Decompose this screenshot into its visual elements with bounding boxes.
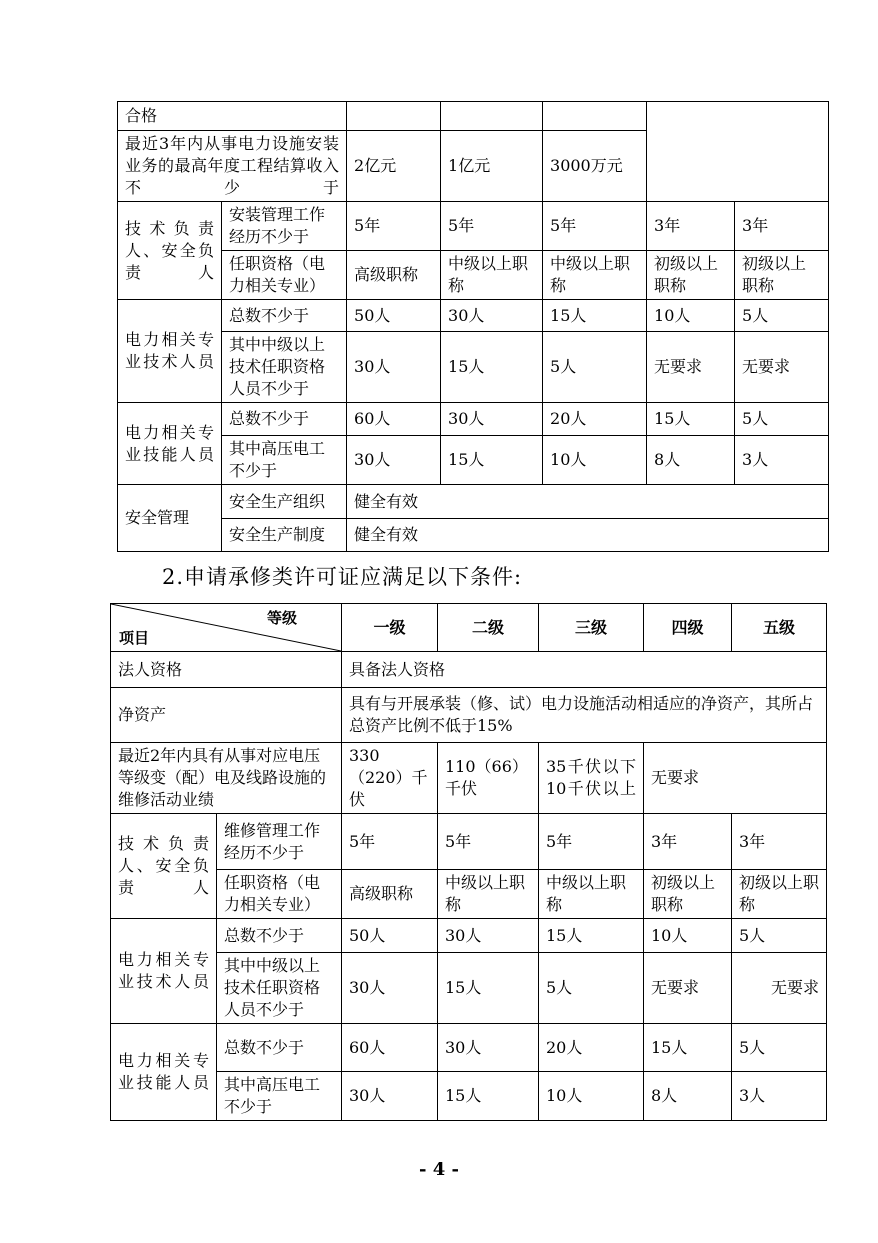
table-cell: 安全生产组织	[222, 485, 347, 519]
table-cell: 1亿元	[441, 131, 543, 202]
table-cell: 具备法人资格	[342, 652, 827, 688]
table-cell: 总数不少于	[222, 300, 347, 332]
table-cell: 任职资格（电力相关专业）	[217, 870, 342, 919]
table-cell	[647, 102, 829, 202]
table-cell: 健全有效	[347, 485, 829, 519]
table-cell: 5人	[543, 332, 647, 403]
table-cell: 3000万元	[543, 131, 647, 202]
table-cell: 15人	[441, 436, 543, 485]
table-cell: 3人	[735, 436, 829, 485]
table-cell: 安全生产制度	[222, 519, 347, 552]
table-cell: 中级以上职称	[441, 251, 543, 300]
table-group-label: 技术负责人、安全负责人	[118, 202, 222, 300]
table-cell: 3年	[732, 814, 827, 870]
table-cell: 5年	[347, 202, 441, 251]
table-cell: 总数不少于	[222, 403, 347, 436]
table-cell: 10人	[543, 436, 647, 485]
table-cell: 30人	[441, 403, 543, 436]
table-cell: 初级以上职称	[735, 251, 829, 300]
section-heading: 2.申请承修类许可证应满足以下条件:	[162, 565, 523, 589]
table-cell: 无要求	[644, 953, 732, 1024]
table-cell: 总数不少于	[217, 919, 342, 953]
table-cell: 最近3年内从事电力设施安装业务的最高年度工程结算收入不少于	[118, 131, 347, 202]
table-cell: 15人	[438, 1072, 539, 1121]
table-cell: 50人	[342, 919, 438, 953]
table-cell: 15人	[539, 919, 644, 953]
table-cell: 5年	[438, 814, 539, 870]
table-cell: 30人	[347, 436, 441, 485]
table-cell: 15人	[647, 403, 735, 436]
table-cell: 中级以上职称	[539, 870, 644, 919]
table-cell: 其中高压电工不少于	[222, 436, 347, 485]
table-cell: 330（220）千伏	[342, 743, 438, 814]
table-cell: 净资产	[111, 688, 342, 743]
page-number: - 4 -	[419, 1159, 459, 1180]
table-cell: 高级职称	[342, 870, 438, 919]
table-cell: 60人	[342, 1024, 438, 1072]
table-cell: 60人	[347, 403, 441, 436]
table-group-label: 电力相关专业技能人员	[118, 403, 222, 485]
table-cell: 30人	[441, 300, 543, 332]
table-cell: 10人	[644, 919, 732, 953]
table-cell: 10人	[539, 1072, 644, 1121]
table-cell: 总数不少于	[217, 1024, 342, 1072]
table-cell: 10人	[647, 300, 735, 332]
table-cell: 3人	[732, 1072, 827, 1121]
table-cell: 初级以上职称	[644, 870, 732, 919]
level-header: 一级	[342, 604, 438, 652]
level-header: 四级	[644, 604, 732, 652]
table-cell: 无要求	[647, 332, 735, 403]
table-cell: 5年	[543, 202, 647, 251]
table-cell: 30人	[347, 332, 441, 403]
table-cell: 5人	[735, 403, 829, 436]
table-cell: 初级以上职称	[647, 251, 735, 300]
table-cell: 5人	[539, 953, 644, 1024]
table-cell: 8人	[647, 436, 735, 485]
table-cell: 30人	[342, 1072, 438, 1121]
table-cell: 健全有效	[347, 519, 829, 552]
table-cell: 安装管理工作经历不少于	[222, 202, 347, 251]
table-cell: 15人	[644, 1024, 732, 1072]
table-cell: 30人	[438, 1024, 539, 1072]
table-cell: 5年	[342, 814, 438, 870]
table-cell: 维修管理工作经历不少于	[217, 814, 342, 870]
table-cell: 5年	[539, 814, 644, 870]
table-cell: 合格	[118, 102, 347, 131]
table-cell	[441, 102, 543, 131]
table-group-label: 技术负责人、安全负责人	[111, 814, 217, 919]
table-group-label: 电力相关专业技术人员	[118, 300, 222, 403]
table-cell: 15人	[438, 953, 539, 1024]
table-cell: 其中中级以上技术任职资格人员不少于	[217, 953, 342, 1024]
table-group-label: 电力相关专业技术人员	[111, 919, 217, 1024]
table-cell: 具有与开展承装（修、试）电力设施活动相适应的净资产，其所占总资产比例不低于15%	[342, 688, 827, 743]
table-cell	[543, 102, 647, 131]
table-cell	[347, 102, 441, 131]
table-cell: 中级以上职称	[438, 870, 539, 919]
table-cell: 5人	[732, 1024, 827, 1072]
table-cell: 3年	[647, 202, 735, 251]
table-cell: 5人	[732, 919, 827, 953]
table-cell: 无要求	[732, 953, 827, 1024]
table-cell: 15人	[543, 300, 647, 332]
table-cell: 3年	[735, 202, 829, 251]
maintenance-requirements-table	[110, 603, 827, 1121]
table-cell: 20人	[543, 403, 647, 436]
table-cell: 无要求	[644, 743, 827, 814]
level-header: 五级	[732, 604, 827, 652]
level-header: 三级	[539, 604, 644, 652]
table-group-label: 安全管理	[118, 485, 222, 552]
table-cell: 其中高压电工不少于	[217, 1072, 342, 1121]
header-level-label: 等级	[266, 609, 297, 627]
table-cell: 5年	[441, 202, 543, 251]
table-cell: 3年	[644, 814, 732, 870]
table-cell: 35千伏以下10千伏以上	[539, 743, 644, 814]
table-cell: 20人	[539, 1024, 644, 1072]
table-cell: 法人资格	[111, 652, 342, 688]
table-cell: 8人	[644, 1072, 732, 1121]
table-group-label: 电力相关专业技能人员	[111, 1024, 217, 1121]
table-cell: 初级以上职称	[732, 870, 827, 919]
table-cell: 30人	[438, 919, 539, 953]
installation-requirements-table	[117, 101, 829, 552]
level-header: 二级	[438, 604, 539, 652]
diagonal-header-cell	[111, 604, 342, 652]
table-cell: 最近2年内具有从事对应电压等级变（配）电及线路设施的维修活动业绩	[111, 743, 342, 814]
table-cell: 2亿元	[347, 131, 441, 202]
table-cell: 30人	[342, 953, 438, 1024]
table-cell: 高级职称	[347, 251, 441, 300]
table-cell: 任职资格（电力相关专业）	[222, 251, 347, 300]
table-cell: 5人	[735, 300, 829, 332]
table-cell: 无要求	[735, 332, 829, 403]
table-cell: 110（66）千伏	[438, 743, 539, 814]
table-cell: 中级以上职称	[543, 251, 647, 300]
table-cell: 15人	[441, 332, 543, 403]
table-cell: 50人	[347, 300, 441, 332]
header-item-label: 项目	[119, 629, 150, 647]
table-cell: 其中中级以上技术任职资格人员不少于	[222, 332, 347, 403]
